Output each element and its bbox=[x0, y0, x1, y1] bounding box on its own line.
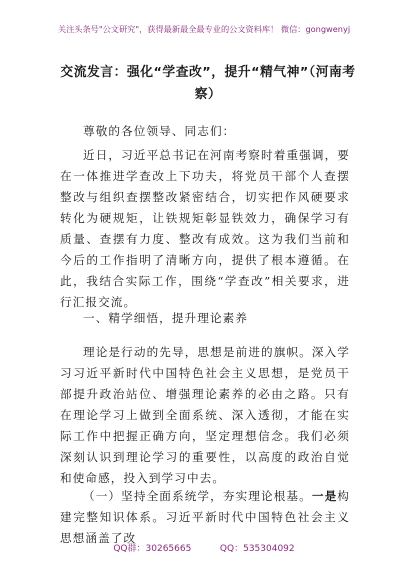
greeting-paragraph: 尊敬的各位领导、同志们： bbox=[83, 124, 236, 138]
footer-contact: QQ群：30265665 QQ：535304092 bbox=[113, 544, 295, 554]
subsection-1-bold-marker: 一是 bbox=[311, 489, 338, 503]
header-banner: 关注头条号"公文研究"，获得最新最全最专业的公文资料库！ 微信：gongwenyj bbox=[57, 24, 351, 34]
theory-paragraph: 理论是行动的先导，思想是前进的旗帜。深入学习习近平新时代中国特色社会主义思想，是党员干部提升政治站位、增强理论素养的必由之路。只有在理论学习上做到全面系统、深入透彻，才能在实际工作中把握正确方向，坚定理想信念。我们必须深刻认识到理论学习的重要性，以高度的政治自觉和使命感，投入到学习中去。 bbox=[60, 345, 350, 485]
subsection-1-paragraph bbox=[60, 486, 350, 549]
subsection-1-lead: （一）坚持全面系统学，夯实理论根基。 bbox=[83, 489, 312, 503]
section-heading-1: 一、精学细悟，提升理论素养 bbox=[83, 311, 249, 325]
subsection-1-text: 构建完整知识体系。习近平新时代中国特色社会主义思想涵盖了改 bbox=[60, 489, 350, 545]
page-title: 交流发言：强化“学查改”，提升“精气神”（河南考察） bbox=[60, 65, 356, 102]
intro-paragraph: 近日，习近平总书记在河南考察时着重强调，要在一体推进学查改上下功夫，将党员干部个人查摆整改与组织查摆整改紧密结合，切实把作风硬要求转化为硬规矩，让铁规矩彰显铁效力，确保学习有质量、查摆有力度、整改有成效。这为我们当前和今后的工作指明了清晰方向，提供了根本遵循。在此，我结合实际工作，围绕“学查改”相关要求，进行汇报交流。 bbox=[60, 148, 350, 309]
